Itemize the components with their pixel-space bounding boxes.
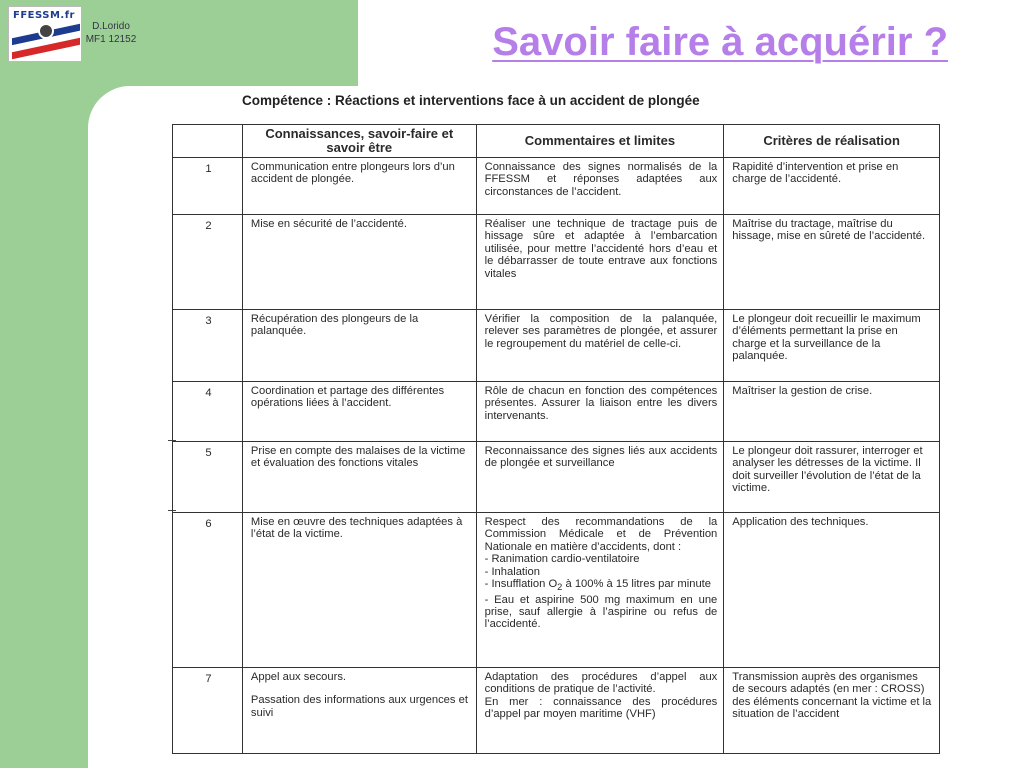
knowledge-cell: Prise en compte des malaises de la victime et évaluation des fonctions vitales: [242, 442, 476, 513]
knowledge-cell: Récupération des plongeurs de la palanquée.: [242, 310, 476, 382]
table-row: [173, 310, 940, 382]
row-number: 3: [173, 310, 243, 382]
table-row: [173, 513, 940, 668]
table-header-row: [173, 125, 940, 158]
comments-list-item-oxygen: [485, 578, 718, 594]
knowledge-cell: Coordination et partage des différentes opérations liées à l’accident.: [242, 382, 476, 442]
column-header-knowledge: Connaissances, savoir-faire et savoir être: [242, 125, 476, 158]
criteria-cell: Le plongeur doit recueillir le maximum d’éléments permettant la prise en charge et la surveillance de la palanquée.: [724, 310, 940, 382]
oxygen-subscript: 2: [557, 582, 563, 593]
knowledge-cell: Communication entre plongeurs lors d’un accident de plongée.: [242, 158, 476, 215]
oxygen-rest: à 100% à 15 litres par minute: [562, 578, 712, 591]
criteria-cell: Application des techniques.: [724, 513, 940, 668]
comments-line: En mer : connaissance des procédures d’appel par moyen maritime (VHF): [484, 695, 718, 721]
column-header-number: [173, 125, 243, 158]
criteria-cell: Le plongeur doit rassurer, interroger et analyser les détresses de la victime. Il doit surveiller l’évolution de l’état de la victime.: [724, 442, 940, 513]
comments-cell: Connaissance des signes normalisés de la FFESSM et réponses adaptées aux circonstances de l’accident.: [476, 158, 724, 215]
criteria-cell: Maîtrise du tractage, maîtrise du hissage, mise en sûreté de l’accidenté.: [724, 215, 940, 310]
knowledge-line: Passation des informations aux urgences et suivi: [250, 694, 468, 719]
comments-cell: Reconnaissance des signes liés aux accidents de plongée et surveillance: [476, 442, 724, 513]
table-row: [173, 442, 940, 513]
row-number: 7: [173, 668, 243, 754]
row-number: 2: [173, 215, 243, 310]
knowledge-line: Appel aux secours.: [250, 671, 347, 683]
comments-list-item: - Ranimation cardio-ventilatoire: [484, 553, 640, 566]
comments-line: Adaptation des procédures d’appel aux conditions de pratique de l’activité.: [484, 671, 718, 696]
comments-list-item: - Eau et aspirine 500 mg maximum en une prise, sauf allergie à l’aspirine ou refus de l’accidenté.: [484, 593, 718, 631]
comments-cell: [476, 513, 724, 668]
row-number: 1: [173, 158, 243, 215]
knowledge-cell: [242, 668, 476, 754]
criteria-cell: Maîtriser la gestion de crise.: [724, 382, 940, 442]
row-number: 4: [173, 382, 243, 442]
table-row: [173, 215, 940, 310]
comments-intro: Respect des recommandations de la Commission Médicale et de Prévention Nationale en matière d’accidents, dont :: [484, 516, 718, 553]
table-row: [173, 158, 940, 215]
column-header-criteria: Critères de réalisation: [724, 125, 940, 158]
slide-title: Savoir faire à acquérir ?: [492, 20, 948, 64]
column-header-comments: Commentaires et limites: [476, 125, 724, 158]
logo-wordmark: FFESSM.fr: [13, 10, 75, 21]
row-number: 6: [173, 513, 243, 668]
comments-cell: Vérifier la composition de la palanquée, relever ses paramètres de plongée, et assurer le regroupement du matériel de celle-ci.: [476, 310, 724, 382]
competence-table: [172, 124, 940, 754]
criteria-cell: Transmission auprès des organismes de secours adaptés (en mer : CROSS) des éléments concernant la victime et la situation de l’accident: [724, 668, 940, 754]
diver-icon: [38, 23, 54, 39]
knowledge-cell: Mise en œuvre des techniques adaptées à l’état de la victime.: [242, 513, 476, 668]
table-caption: Compétence : Réactions et interventions face à un accident de plongée: [242, 93, 700, 108]
comments-list-item: - Inhalation: [484, 565, 540, 578]
table-row: [173, 668, 940, 754]
knowledge-cell: Mise en sécurité de l’accidenté.: [242, 215, 476, 310]
oxygen-label: - Insufflation O: [484, 578, 558, 591]
table-row: [173, 382, 940, 442]
comments-cell: Rôle de chacun en fonction des compétences présentes. Assurer la liaison entre les divers intervenants.: [476, 382, 724, 442]
author-name: D.Lorido: [92, 21, 130, 32]
author-info: [78, 20, 144, 46]
author-id: MF1 12152: [85, 34, 137, 45]
row-number: 5: [173, 442, 243, 513]
criteria-cell: Rapidité d’intervention et prise en charge de l’accidenté.: [724, 158, 940, 215]
comments-cell: [476, 668, 724, 754]
comments-cell: Réaliser une technique de tractage puis de hissage sûre et adaptée à l’embarcation utilisée, pour mettre l’accidenté hors d’eau et le débarrasser de toute entrave aux fonctions vitales: [476, 215, 724, 310]
ffessm-logo: [8, 6, 82, 62]
